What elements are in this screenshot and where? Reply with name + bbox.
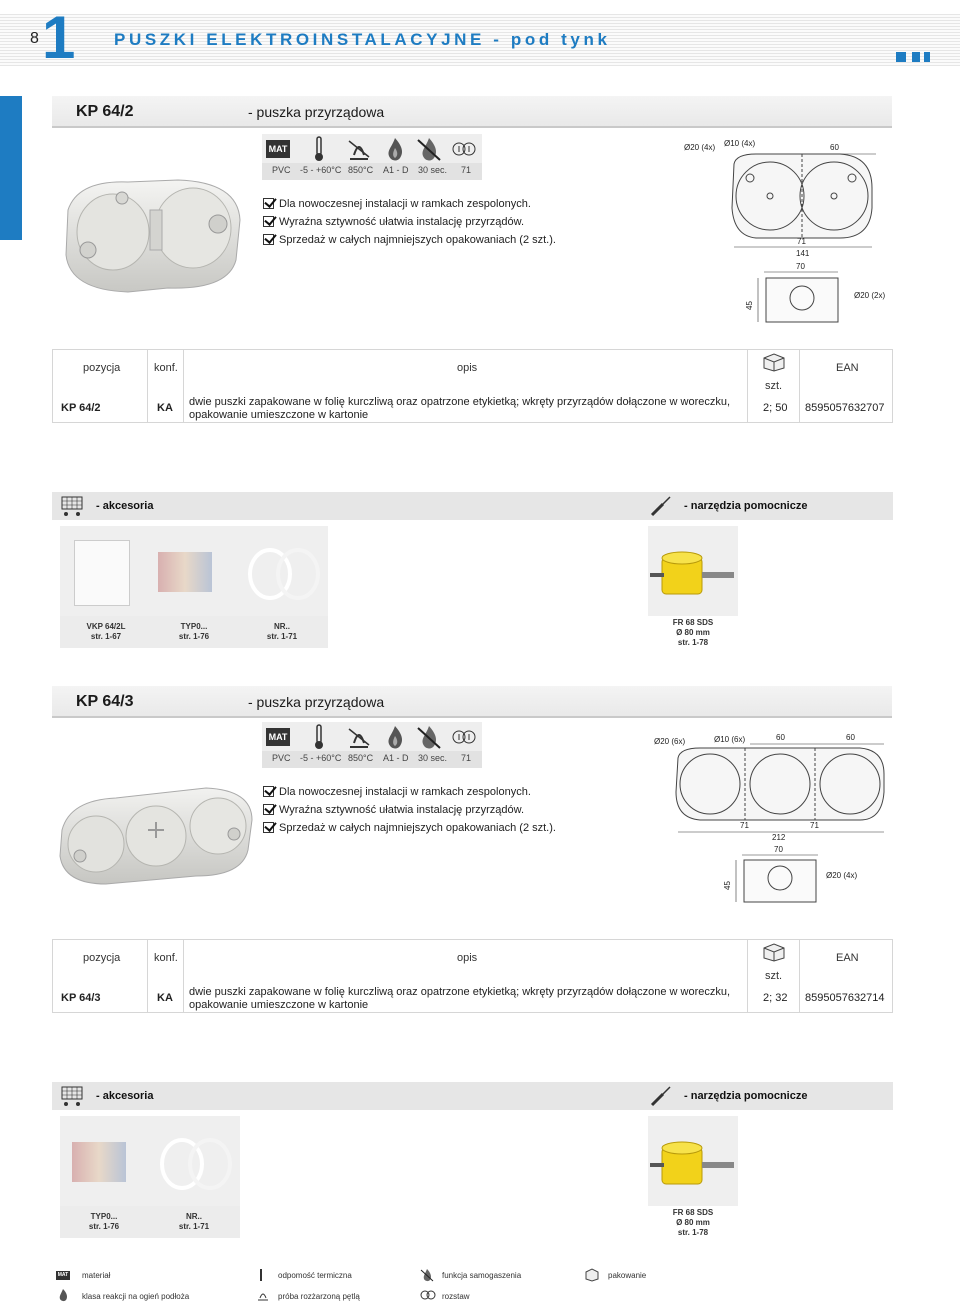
section-title (52, 686, 892, 718)
prop-material: PVC (272, 165, 291, 175)
svg-text:Ø20 (6x): Ø20 (6x) (654, 737, 686, 746)
legend-thermal: odpomość termiczna (278, 1271, 352, 1280)
svg-text:Ø20 (4x): Ø20 (4x) (684, 143, 716, 152)
legend-fire-class: klasa reakcji na ogień podłoża (82, 1292, 190, 1301)
header-ean: EAN (836, 952, 859, 964)
tool-photo (648, 1116, 738, 1206)
accessories-photo (60, 1116, 240, 1206)
tool-photo (648, 526, 738, 616)
section-title (52, 96, 892, 128)
row-position: KP 64/3 (61, 992, 101, 1004)
svg-text:70: 70 (796, 262, 805, 271)
row-qty: 2; 50 (763, 402, 788, 414)
product-table (52, 939, 893, 1013)
accessory-connectors (72, 1142, 126, 1182)
flame-icon (384, 136, 406, 162)
tools-label: - narzędzia pomocnicze (684, 500, 808, 512)
accessories-captions (60, 1206, 240, 1238)
spacing-icon (452, 139, 476, 159)
product-description: - puszka przyrządowa (248, 694, 385, 710)
accessory-connectors (158, 552, 212, 592)
svg-text:71: 71 (810, 821, 819, 830)
svg-text:60: 60 (830, 143, 839, 152)
prop-self-extinguish: 30 sec. (418, 165, 448, 175)
check-icon (263, 822, 274, 833)
product-code: KP 64/3 (76, 693, 134, 710)
accessories-photo (60, 526, 328, 616)
legend-material: materiał (82, 1271, 111, 1280)
svg-text:212: 212 (772, 833, 786, 842)
prop-glow-wire: 850°C (348, 753, 374, 763)
accessories-bar (52, 1082, 893, 1110)
prop-self-extinguish: 30 sec. (418, 753, 448, 763)
hole-saw-icon (648, 526, 738, 616)
prop-fire-class: A1 - D (383, 753, 409, 763)
svg-text:Ø10 (4x): Ø10 (4x) (724, 139, 756, 148)
row-config: KA (157, 992, 173, 1004)
screwdriver-icon (649, 1084, 673, 1108)
svg-text:Ø20 (4x): Ø20 (4x) (826, 871, 858, 880)
header-square (924, 52, 930, 62)
legend-self-extinguish: funkcja samogaszenia (442, 1271, 522, 1280)
tools-label: - narzędzia pomocnicze (684, 1090, 808, 1102)
header-description: opis (457, 362, 478, 374)
prop-material: PVC (272, 753, 291, 763)
self-extinguish-icon (416, 724, 442, 750)
mat-icon: MAT (57, 1272, 69, 1278)
cart-icon (58, 494, 88, 518)
header-ean: EAN (836, 362, 859, 374)
accessory-cover (74, 540, 130, 606)
header-qty: szt. (765, 970, 783, 982)
svg-text:71: 71 (740, 821, 749, 830)
accessory-caption: NR.. str. 1-71 (266, 622, 298, 641)
svg-text:45: 45 (745, 301, 754, 310)
product-code: KP 64/2 (76, 103, 134, 120)
legend-glow-wire: próba rozżarzoną pętlą (278, 1292, 360, 1301)
page-title: PUSZKI ELEKTROINSTALACYJNE - pod tynk (114, 30, 611, 49)
header-square (896, 52, 906, 62)
property-strip (262, 134, 482, 180)
svg-text:45: 45 (723, 881, 732, 890)
svg-text:Ø20 (2x): Ø20 (2x) (854, 291, 886, 300)
cart-icon (58, 1084, 88, 1108)
row-ean: 8595057632714 (805, 992, 885, 1004)
feature-item: Dla nowoczesnej instalacji w ramkach zespolonych. (263, 195, 556, 213)
row-ean: 8595057632707 (805, 402, 885, 414)
accessory-caption: TYP0... str. 1-76 (88, 1212, 120, 1231)
header-position: pozycja (83, 362, 121, 374)
glow-wire-icon (346, 725, 372, 749)
feature-item: Sprzedaż w całych najmniejszych opakowaniach (2 szt.). (263, 231, 556, 249)
header-square (912, 52, 920, 62)
prop-glow-wire: 850°C (348, 165, 374, 175)
row-config: KA (157, 402, 173, 414)
check-icon (263, 198, 274, 209)
accessory-rings (246, 540, 326, 606)
check-icon (263, 216, 274, 227)
accessories-bar (52, 492, 893, 520)
package-icon (761, 352, 787, 372)
check-icon (263, 804, 274, 815)
legend (0, 1262, 960, 1304)
feature-list (263, 783, 556, 837)
self-extinguish-icon (420, 1268, 434, 1282)
package-icon (584, 1268, 600, 1282)
technical-drawing (680, 138, 886, 328)
svg-text:71: 71 (797, 237, 806, 246)
legend-packaging: pakowanie (608, 1271, 647, 1280)
svg-text:70: 70 (774, 845, 783, 854)
feature-item: Dla nowoczesnej instalacji w ramkach zespolonych. (263, 783, 556, 801)
property-strip (262, 722, 482, 768)
svg-text:Ø10 (6x): Ø10 (6x) (714, 735, 746, 744)
prop-spacing: 71 (461, 165, 472, 175)
feature-list (263, 195, 556, 249)
svg-text:60: 60 (846, 733, 855, 742)
accessories-label: - akcesoria (96, 500, 154, 512)
header-position: pozycja (83, 952, 121, 964)
prop-spacing: 71 (461, 753, 472, 763)
flame-icon (56, 1288, 70, 1302)
legend-spacing: rozstaw (442, 1292, 470, 1301)
prop-fire-class: A1 - D (383, 165, 409, 175)
package-icon (761, 942, 787, 962)
product-table (52, 349, 893, 423)
chapter-number: 1 (42, 4, 73, 71)
row-description: dwie puszki zapakowane w folię kurczliwą oraz opatrzone etykietką; wkręty przyrządów dołączone w woreczku, opakowanie umieszczone w kartonie (189, 986, 731, 1011)
spacing-icon (420, 1288, 436, 1302)
accessories-label: - akcesoria (96, 1090, 154, 1102)
feature-item: Wyraźna sztywność ułatwia instalację przyrządów. (263, 213, 556, 231)
glow-wire-icon (256, 1288, 270, 1302)
row-description: dwie puszki zapakowane w folię kurczliwą oraz opatrzone etykietką; wkręty przyrządów dołączone w woreczku, opakowanie umieszczone w kartonie (189, 396, 731, 421)
tool-caption: FR 68 SDS Ø 80 mm str. 1-78 (672, 1208, 714, 1237)
mat-icon: MAT (266, 140, 290, 158)
product-photo (58, 170, 248, 300)
product-photo (56, 780, 256, 890)
header-config: konf. (154, 952, 178, 964)
screwdriver-icon (649, 494, 673, 518)
svg-text:141: 141 (796, 249, 810, 258)
spacing-icon (452, 727, 476, 747)
accessory-caption: VKP 64/2L str. 1-67 (86, 622, 126, 641)
check-icon (263, 234, 274, 245)
row-position: KP 64/2 (61, 402, 101, 414)
flame-icon (384, 724, 406, 750)
header-description: opis (457, 952, 478, 964)
accessory-rings (158, 1130, 238, 1196)
prop-temperature: -5 - +60°C (300, 753, 342, 763)
accessories-captions (60, 616, 328, 648)
side-bar (0, 96, 22, 240)
row-qty: 2; 32 (763, 992, 788, 1004)
thermometer-icon (258, 1268, 264, 1282)
feature-item: Sprzedaż w całych najmniejszych opakowaniach (2 szt.). (263, 819, 556, 837)
technical-drawing (650, 728, 890, 906)
self-extinguish-icon (416, 136, 442, 162)
page-number: 8 (30, 30, 39, 47)
accessory-caption: NR.. str. 1-71 (178, 1212, 210, 1231)
thermometer-icon (312, 136, 326, 162)
mat-icon: MAT (266, 728, 290, 746)
thermometer-icon (312, 724, 326, 750)
hole-saw-icon (648, 1116, 738, 1206)
feature-item: Wyraźna sztywność ułatwia instalację przyrządów. (263, 801, 556, 819)
accessory-caption: TYP0... str. 1-76 (178, 622, 210, 641)
glow-wire-icon (346, 137, 372, 161)
tool-caption: FR 68 SDS Ø 80 mm str. 1-78 (672, 618, 714, 647)
product-description: - puszka przyrządowa (248, 104, 385, 120)
check-icon (263, 786, 274, 797)
header-qty: szt. (765, 380, 783, 392)
svg-text:60: 60 (776, 733, 785, 742)
prop-temperature: -5 - +60°C (300, 165, 342, 175)
header-config: konf. (154, 362, 178, 374)
